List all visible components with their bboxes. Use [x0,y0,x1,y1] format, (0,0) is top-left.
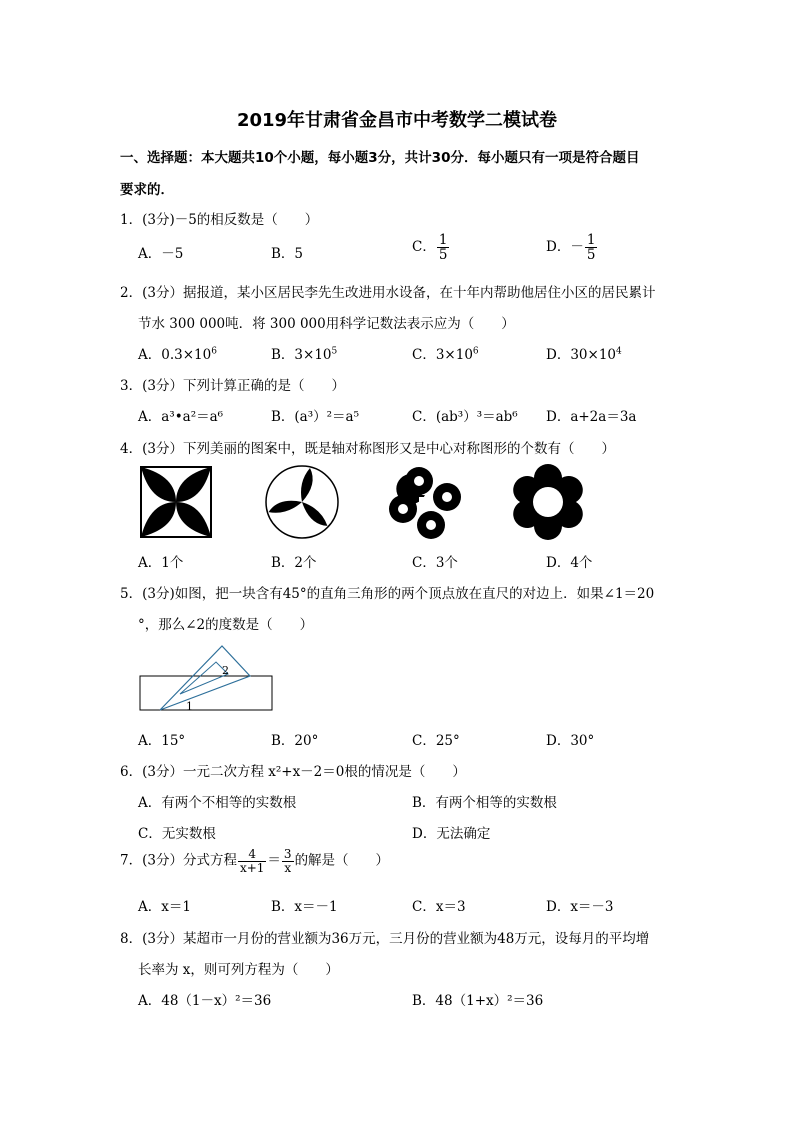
q6-option-b: B．有两个相等的实数根 [412,795,557,811]
q8-option-a: A．48（1－x）²＝36 [138,993,272,1009]
q1-option-a: A．－5 [138,246,184,262]
q1-option-c-fraction [437,233,450,262]
q2-option-d [546,343,622,363]
q1-option-d [546,233,598,262]
q6-option-a: A．有两个不相等的实数根 [138,795,297,811]
q3-option-b: B．(a³）²＝a⁵ [271,409,360,425]
q3-option-c: C．(ab³）³＝ab⁶ [412,409,518,425]
q2-c-exponent: 6 [472,346,479,357]
flower-figure [508,462,588,542]
q2-c-base: C．3×10 [412,347,473,363]
q1-d-denominator: 5 [586,247,596,264]
q2-d-base: D．30×10 [546,347,616,363]
q4-option-c: C．3个 [412,555,458,571]
q2-a-exponent: 6 [211,346,217,357]
q2-b-exponent: 5 [331,346,338,357]
q1-c-numerator: 1 [438,232,448,248]
q4-option-b: B．2个 [271,555,317,571]
q7-option-b: B．x＝－1 [271,899,338,915]
q2-b-base: B．3×10 [271,347,332,363]
four-ring-figure [386,464,464,542]
q7-left-denominator: x+1 [239,860,265,875]
q7-right-denominator: x [284,860,292,875]
q1-option-b: B．5 [271,246,304,262]
q7-fraction-right [282,848,294,874]
question-8-stem-cont: 长率为 x，则可列方程为（ ） [138,962,339,978]
q6-option-c: C．无实数根 [138,826,216,842]
angle-2-label: 2 [222,664,229,677]
section-heading-cont: 要求的． [120,182,174,198]
page-title: 2019年甘肃省金昌市中考数学二模试卷 [236,110,558,131]
question-2-stem: 2．(3分）据报道，某小区居民李先生改进用水设备，在十年内帮助他居住小区的居民累计 [120,285,656,301]
q3-option-a: A．a³•a²＝a⁶ [138,409,224,425]
q2-option-c [412,343,479,363]
q2-a-base: A．0.3×10 [138,347,212,363]
q1-option-c-prefix: C． [412,239,436,256]
q4-option-a: A．1个 [138,555,184,571]
q2-option-a [138,343,217,363]
q1-d-numerator: 1 [586,232,596,248]
question-2-stem-cont: 节水 300 000吨．将 300 000用科学记数法表示应为（ ） [138,316,515,332]
square-petal-figure [140,466,212,538]
ruler-triangle-figure [138,642,278,714]
question-7-stem [120,848,389,874]
q7-option-a: A．x＝1 [138,899,191,915]
q4-option-d: D．4个 [546,555,593,571]
q7-stem-prefix: 7．(3分）分式方程 [120,852,237,869]
q1-option-d-prefix: D．－ [546,239,584,256]
q2-option-b [271,343,337,363]
q7-fraction-left [238,848,266,874]
q5-option-a: A．15° [138,733,186,749]
q7-right-numerator: 3 [283,847,292,861]
question-3-stem: 3．(3分）下列计算正确的是（ ） [120,378,345,394]
q7-option-d: D．x＝－3 [546,899,614,915]
q5-option-b: B．20° [271,733,319,749]
q1-option-d-fraction [585,233,598,262]
q7-equals: ＝ [267,852,281,869]
q2-d-exponent: 4 [616,346,622,357]
q5-option-c: C．25° [412,733,460,749]
q3-option-d: D．a+2a＝3a [546,409,637,425]
question-4-stem: 4．(3分）下列美丽的图案中，既是轴对称图形又是中心对称图形的个数有（ ） [120,441,615,457]
q1-option-c [412,233,450,262]
q5-option-d: D．30° [546,733,595,749]
question-1-stem: 1．(3分)－5的相反数是（ ） [120,212,319,228]
question-5-stem: 5．(3分)如图，把一块含有45°的直角三角形的两个顶点放在直尺的对边上．如果∠1＝20 [120,586,655,602]
circle-three-blade-figure [264,464,340,540]
q1-c-denominator: 5 [438,247,448,264]
question-8-stem: 8．(3分）某超市一月份的营业额为36万元，三月份的营业额为48万元，设每月的平均增 [120,931,650,947]
q6-option-d: D．无法确定 [412,826,491,842]
q7-option-c: C．x＝3 [412,899,466,915]
q7-left-numerator: 4 [238,848,266,862]
q8-option-b: B．48（1+x）²＝36 [412,993,544,1009]
angle-1-label: 1 [186,700,193,713]
question-5-stem-cont: °，那么∠2的度数是（ ） [138,617,314,633]
q7-stem-suffix: 的解是（ ） [294,852,390,869]
question-6-stem: 6．(3分）一元二次方程 x²+x－2＝0根的情况是（ ） [120,764,466,780]
section-heading: 一、选择题：本大题共10个小题，每小题3分，共计30分．每小题只有一项是符合题目 [120,150,640,166]
